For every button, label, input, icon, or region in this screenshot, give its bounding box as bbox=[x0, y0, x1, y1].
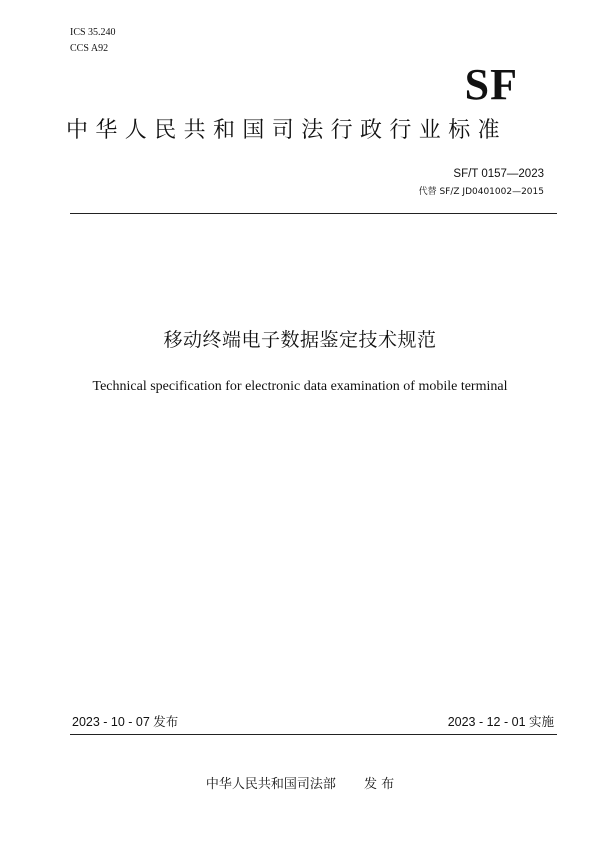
bottom-divider bbox=[70, 734, 557, 735]
issuer-action: 发 布 bbox=[363, 777, 395, 792]
top-divider bbox=[70, 213, 557, 214]
title-english: Technical specification for electronic data examination of mobile terminal bbox=[92, 379, 508, 394]
implementation-date: 2023 - 12 - 01 实施 bbox=[447, 715, 554, 729]
issue-date: 2023 - 10 - 07 发布 bbox=[72, 715, 179, 729]
replaces-standard: 代替 SF/Z JD0401002—2015 bbox=[418, 187, 544, 197]
ics-code: ICS 35.240 bbox=[70, 27, 116, 38]
issuer-line bbox=[0, 776, 600, 794]
issuer-org: 中华人民共和国司法部 bbox=[205, 777, 336, 792]
sf-logo: SF bbox=[464, 60, 518, 109]
ccs-code: CCS A92 bbox=[70, 43, 109, 54]
standard-category: 中华人民共和国司法行政行业标准 bbox=[66, 118, 508, 143]
standard-number: SF/T 0157—2023 bbox=[453, 168, 544, 180]
title-chinese: 移动终端电子数据鉴定技术规范 bbox=[163, 329, 437, 351]
